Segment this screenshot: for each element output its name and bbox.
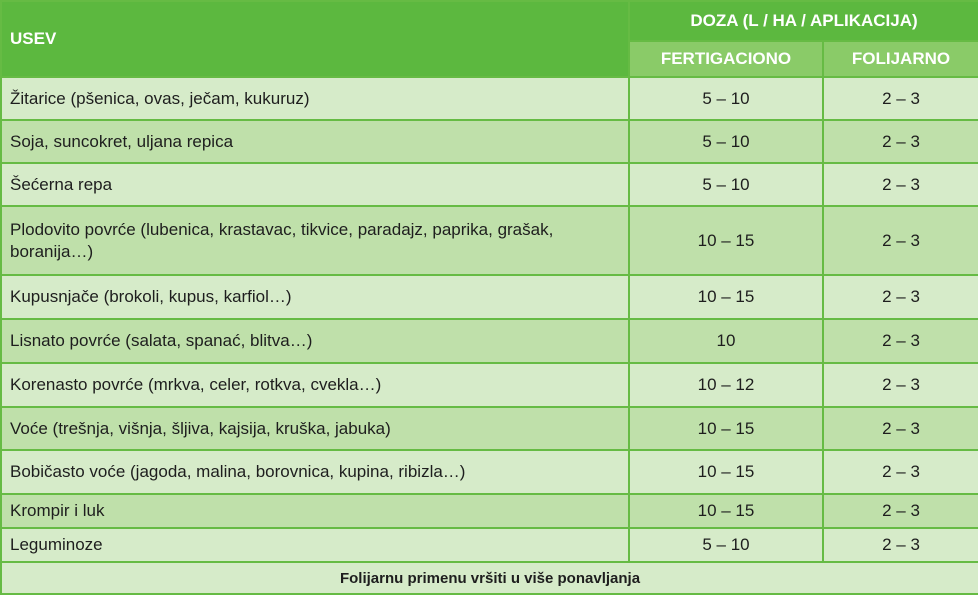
foliar-column-header: FOLIJARNO — [823, 41, 978, 77]
crop-cell: Leguminoze — [1, 528, 629, 562]
fertigation-cell: 10 – 15 — [629, 206, 823, 275]
table-row — [1, 319, 978, 363]
foliar-cell: 2 – 3 — [823, 528, 978, 562]
table-row — [1, 528, 978, 562]
foliar-cell: 2 – 3 — [823, 275, 978, 319]
table-row — [1, 494, 978, 528]
foliar-cell: 2 – 3 — [823, 494, 978, 528]
crop-cell: Žitarice (pšenica, ovas, ječam, kukuruz) — [1, 77, 629, 120]
crop-cell: Krompir i luk — [1, 494, 629, 528]
foliar-cell: 2 – 3 — [823, 120, 978, 163]
fertigation-cell: 10 – 12 — [629, 363, 823, 407]
fertigation-cell: 10 – 15 — [629, 494, 823, 528]
fertigation-column-header: FERTIGACIONO — [629, 41, 823, 77]
crop-cell: Plodovito povrće (lubenica, krastavac, tikvice, paradajz, paprika, grašak, boranija…) — [1, 206, 629, 275]
crop-cell: Korenasto povrće (mrkva, celer, rotkva, cvekla…) — [1, 363, 629, 407]
header-row — [1, 1, 978, 41]
crop-cell: Lisnato povrće (salata, spanać, blitva…) — [1, 319, 629, 363]
fertigation-cell: 5 – 10 — [629, 120, 823, 163]
fertigation-cell: 5 – 10 — [629, 77, 823, 120]
table-row — [1, 363, 978, 407]
table-row — [1, 120, 978, 163]
table-row — [1, 275, 978, 319]
crop-cell: Soja, suncokret, uljana repica — [1, 120, 629, 163]
foliar-cell: 2 – 3 — [823, 363, 978, 407]
foliar-cell: 2 – 3 — [823, 206, 978, 275]
foliar-cell: 2 – 3 — [823, 407, 978, 450]
table-row — [1, 206, 978, 275]
foliar-cell: 2 – 3 — [823, 77, 978, 120]
dose-column-header: DOZA (L / HA / APLIKACIJA) — [629, 1, 978, 41]
foliar-cell: 2 – 3 — [823, 450, 978, 494]
foliar-cell: 2 – 3 — [823, 163, 978, 206]
footer-row — [1, 562, 978, 594]
fertigation-cell: 5 – 10 — [629, 528, 823, 562]
crop-cell: Kupusnjače (brokoli, kupus, karfiol…) — [1, 275, 629, 319]
footer-note: Folijarnu primenu vršiti u više ponavljanja — [1, 562, 978, 594]
fertigation-cell: 10 – 15 — [629, 450, 823, 494]
crop-cell: Bobičasto voće (jagoda, malina, borovnica, kupina, ribizla…) — [1, 450, 629, 494]
fertigation-cell: 10 — [629, 319, 823, 363]
crop-cell: Šećerna repa — [1, 163, 629, 206]
table-row — [1, 450, 978, 494]
crop-cell: Voće (trešnja, višnja, šljiva, kajsija, kruška, jabuka) — [1, 407, 629, 450]
fertigation-cell: 5 – 10 — [629, 163, 823, 206]
table-row — [1, 77, 978, 120]
crop-column-header: USEV — [1, 1, 629, 77]
table-row — [1, 163, 978, 206]
fertigation-cell: 10 – 15 — [629, 275, 823, 319]
table-row — [1, 407, 978, 450]
fertigation-cell: 10 – 15 — [629, 407, 823, 450]
foliar-cell: 2 – 3 — [823, 319, 978, 363]
